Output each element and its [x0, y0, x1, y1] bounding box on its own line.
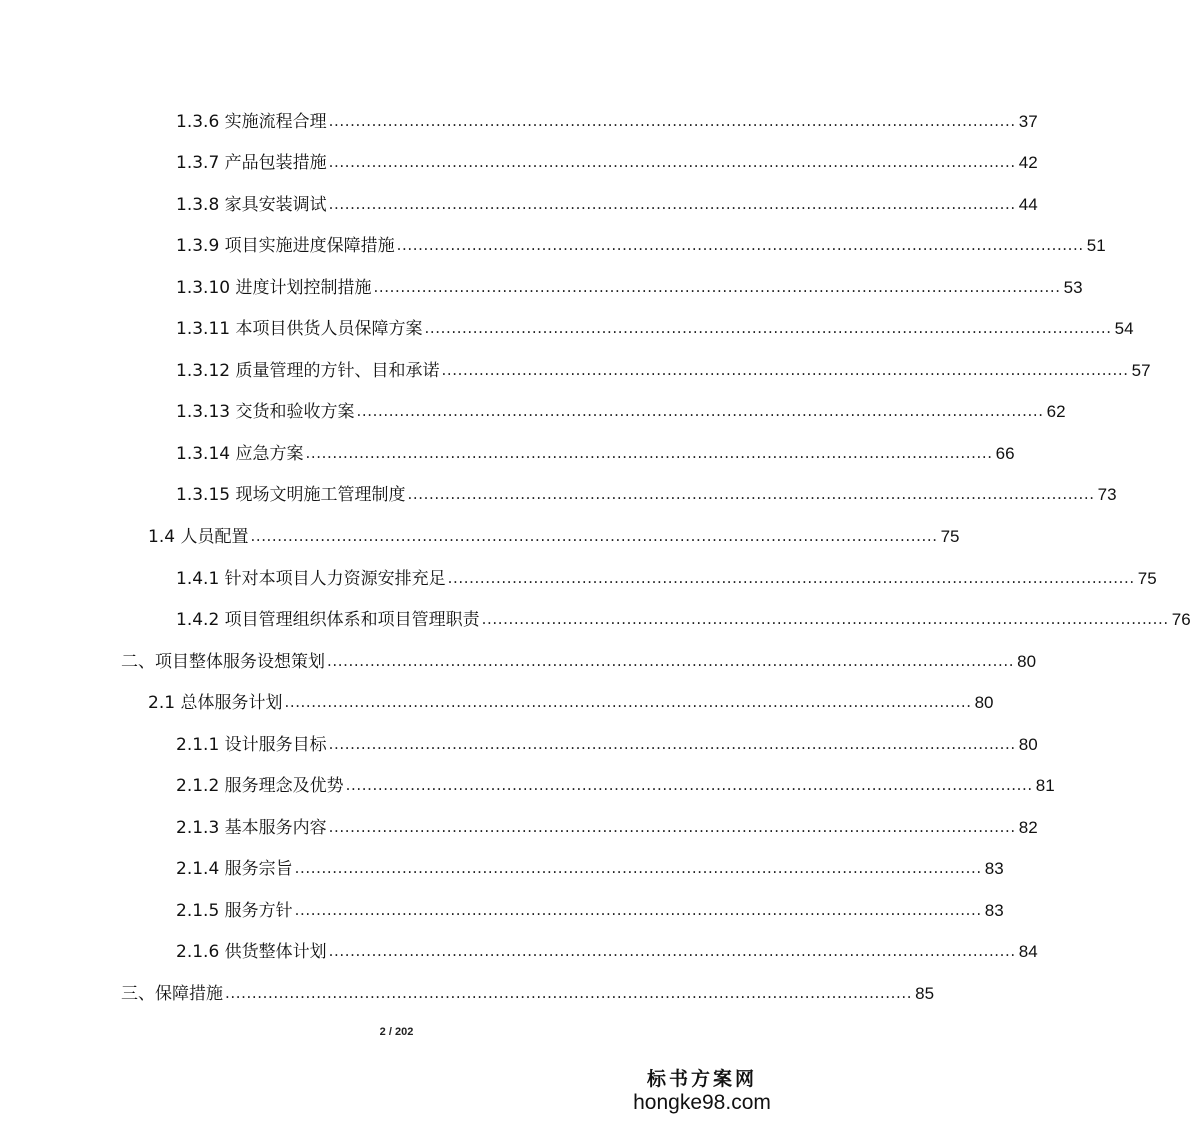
toc-entry-page: 42	[1018, 153, 1038, 172]
toc-entry[interactable]	[176, 144, 1038, 174]
toc-entry-page: 73	[1097, 485, 1117, 504]
toc-entry[interactable]	[121, 975, 935, 1005]
toc-entry-label: 1.3.9 项目实施进度保障措施	[176, 236, 395, 256]
toc-entry[interactable]	[176, 103, 1038, 133]
toc-entry[interactable]	[121, 643, 1037, 673]
toc-leader-dots: ................................................................................................................................	[327, 652, 1015, 670]
toc-entry-page: 44	[1018, 195, 1038, 214]
toc-entry-label: 2.1 总体服务计划	[148, 693, 283, 713]
toc-entry[interactable]	[176, 892, 1004, 922]
toc-entry[interactable]	[176, 435, 1015, 465]
toc-leader-dots: ................................................................................................................................	[250, 527, 938, 545]
toc-leader-dots: ................................................................................................................................	[305, 444, 993, 462]
toc-leader-dots: ................................................................................................................................	[294, 901, 982, 919]
toc-entry-page: 83	[984, 859, 1004, 878]
toc-entry-label: 1.4 人员配置	[148, 527, 249, 547]
toc-entry-page: 81	[1035, 776, 1055, 795]
toc-entry[interactable]	[176, 393, 1066, 423]
watermark	[627, 1068, 777, 1116]
toc-leader-dots: ................................................................................................................................	[225, 984, 913, 1002]
toc-entry[interactable]	[148, 518, 960, 548]
toc-leader-dots: ................................................................................................................................	[294, 859, 982, 877]
page-number: 2 / 202	[379, 1026, 414, 1038]
toc-entry-page: 66	[995, 444, 1015, 463]
toc-entry-page: 84	[1018, 942, 1038, 961]
toc-entry[interactable]	[176, 186, 1038, 216]
toc-leader-dots: ................................................................................................................................	[396, 236, 1084, 254]
toc-entry-label: 1.4.2 项目管理组织体系和项目管理职责	[176, 610, 480, 630]
toc-leader-dots: ................................................................................................................................	[424, 319, 1112, 337]
toc-entry-label: 2.1.6 供货整体计划	[176, 942, 327, 962]
toc-entry-page: 75	[940, 527, 960, 546]
toc-entry[interactable]	[176, 560, 1157, 590]
toc-entry[interactable]	[176, 850, 1004, 880]
toc-entry[interactable]	[176, 767, 1055, 797]
toc-entry-label: 1.3.13 交货和验收方案	[176, 402, 355, 422]
toc-entry-page: 76	[1171, 610, 1191, 629]
toc-entry-page: 51	[1086, 236, 1106, 255]
toc-entry[interactable]	[176, 352, 1151, 382]
toc-leader-dots: ................................................................................................................................	[328, 942, 1016, 960]
toc-entry-label: 1.3.12 质量管理的方针、目和承诺	[176, 361, 440, 381]
toc-leader-dots: ................................................................................................................................	[328, 153, 1016, 171]
toc-entry-page: 57	[1131, 361, 1151, 380]
toc-leader-dots: ................................................................................................................................	[356, 402, 1044, 420]
toc-entry[interactable]	[176, 227, 1106, 257]
toc-entry-page: 85	[915, 984, 935, 1003]
toc-entry-page: 80	[1017, 652, 1037, 671]
toc-entry-label: 1.3.7 产品包装措施	[176, 153, 327, 173]
toc-entry-label: 1.3.8 家具安装调试	[176, 195, 327, 215]
toc-entry-label: 2.1.3 基本服务内容	[176, 818, 327, 838]
toc-leader-dots: ................................................................................................................................	[481, 610, 1169, 628]
toc-leader-dots: ................................................................................................................................	[447, 569, 1135, 587]
toc-entry[interactable]	[148, 684, 994, 714]
toc-entry[interactable]	[176, 269, 1083, 299]
toc-entry-label: 1.4.1 针对本项目人力资源安排充足	[176, 569, 446, 589]
toc-entry-page: 80	[1018, 735, 1038, 754]
toc-entry-page: 83	[984, 901, 1004, 920]
watermark-url: hongke98.com	[633, 1091, 771, 1114]
toc-entry-page: 80	[974, 693, 994, 712]
toc-entry-label: 1.3.15 现场文明施工管理制度	[176, 485, 406, 505]
toc-entry[interactable]	[176, 809, 1038, 839]
toc-leader-dots: ................................................................................................................................	[441, 361, 1129, 379]
toc-entry-page: 37	[1018, 112, 1038, 131]
toc-entry-page: 62	[1046, 402, 1066, 421]
toc-entry-label: 2.1.4 服务宗旨	[176, 859, 293, 879]
toc-leader-dots: ................................................................................................................................	[373, 278, 1061, 296]
toc-leader-dots: ................................................................................................................................	[407, 485, 1095, 503]
toc-leader-dots: ................................................................................................................................	[328, 735, 1016, 753]
toc-entry-page: 54	[1114, 319, 1134, 338]
watermark-title: 标书方案网	[646, 1068, 757, 1090]
toc-entry[interactable]	[176, 476, 1117, 506]
toc-entry-page: 75	[1137, 569, 1157, 588]
toc-entry[interactable]	[176, 933, 1038, 963]
toc-leader-dots: ................................................................................................................................	[284, 693, 972, 711]
toc-entry-label: 二、项目整体服务设想策划	[121, 652, 325, 672]
toc-entry-label: 2.1.2 服务理念及优势	[176, 776, 344, 796]
toc-entry-label: 1.3.14 应急方案	[176, 444, 304, 464]
toc-entry-page: 82	[1018, 818, 1038, 837]
toc-entry-label: 1.3.11 本项目供货人员保障方案	[176, 319, 423, 339]
toc-entry-label: 三、保障措施	[121, 984, 223, 1004]
toc-entry-page: 53	[1063, 278, 1083, 297]
toc-entry[interactable]	[176, 310, 1134, 340]
toc-entry[interactable]	[176, 601, 1191, 631]
toc-leader-dots: ................................................................................................................................	[328, 112, 1016, 130]
toc-entry-label: 1.3.6 实施流程合理	[176, 112, 327, 132]
toc-leader-dots: ................................................................................................................................	[345, 776, 1033, 794]
toc-entry-label: 2.1.5 服务方针	[176, 901, 293, 921]
toc-entry[interactable]	[176, 726, 1038, 756]
toc-leader-dots: ................................................................................................................................	[328, 195, 1016, 213]
toc-leader-dots: ................................................................................................................................	[328, 818, 1016, 836]
toc-entry-label: 2.1.1 设计服务目标	[176, 735, 327, 755]
toc-entry-label: 1.3.10 进度计划控制措施	[176, 278, 372, 298]
